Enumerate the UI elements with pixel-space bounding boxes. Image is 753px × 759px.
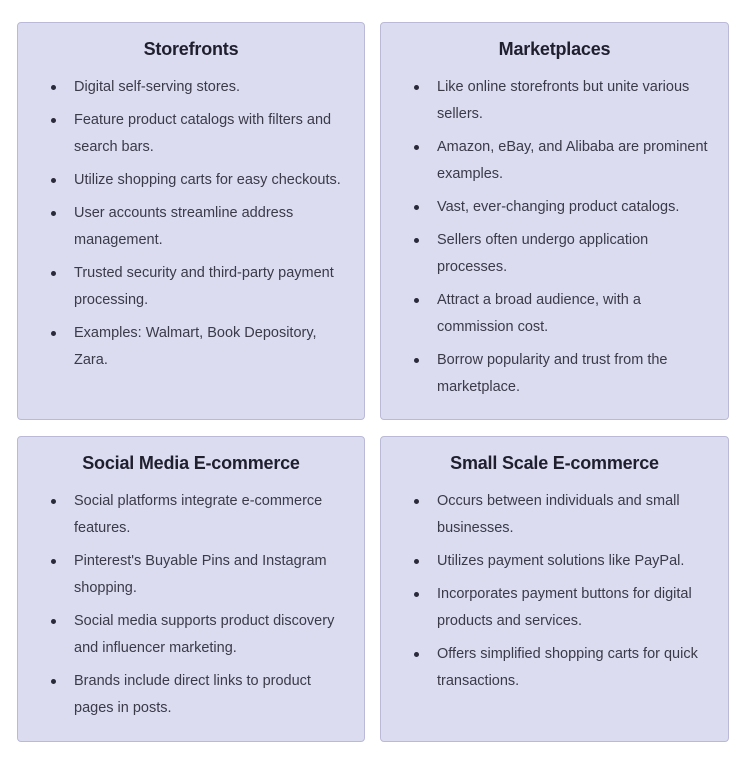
card-small-scale-ecommerce (380, 436, 729, 742)
list-item: Occurs between individuals and small businesses. (419, 488, 712, 542)
list-item: Utilizes payment solutions like PayPal. (419, 548, 712, 575)
card-title: Social Media E-commerce (82, 453, 300, 473)
list-item: Vast, ever-changing product catalogs. (419, 194, 712, 221)
card-marketplaces (380, 22, 729, 420)
list-item: Social media supports product discovery and influencer marketing. (56, 608, 348, 662)
list-item: Like online storefronts but unite various sellers. (419, 74, 712, 128)
bullet-list (34, 488, 348, 722)
list-item: User accounts streamline address management. (56, 200, 348, 254)
list-item: Trusted security and third-party payment processing. (56, 260, 348, 314)
list-item: Amazon, eBay, and Alibaba are prominent examples. (419, 134, 712, 188)
bullet-list (34, 74, 348, 374)
bullet-list (397, 74, 712, 401)
list-item: Feature product catalogs with filters and search bars. (56, 107, 348, 161)
card-title: Small Scale E-commerce (450, 453, 659, 473)
list-item: Incorporates payment buttons for digital products and services. (419, 581, 712, 635)
card-title: Marketplaces (498, 39, 611, 59)
list-item: Borrow popularity and trust from the marketplace. (419, 347, 712, 401)
list-item: Social platforms integrate e-commerce features. (56, 488, 348, 542)
list-item: Brands include direct links to product pages in posts. (56, 668, 348, 722)
card-title: Storefronts (143, 39, 239, 59)
list-item: Offers simplified shopping carts for quick transactions. (419, 641, 712, 695)
card-storefronts (17, 22, 365, 420)
list-item: Examples: Walmart, Book Depository, Zara. (56, 320, 348, 374)
card-social-media-ecommerce (17, 436, 365, 742)
list-item: Pinterest's Buyable Pins and Instagram shopping. (56, 548, 348, 602)
list-item: Digital self-serving stores. (56, 74, 348, 101)
bullet-list (397, 488, 712, 695)
list-item: Attract a broad audience, with a commission cost. (419, 287, 712, 341)
list-item: Utilize shopping carts for easy checkouts. (56, 167, 348, 194)
list-item: Sellers often undergo application processes. (419, 227, 712, 281)
